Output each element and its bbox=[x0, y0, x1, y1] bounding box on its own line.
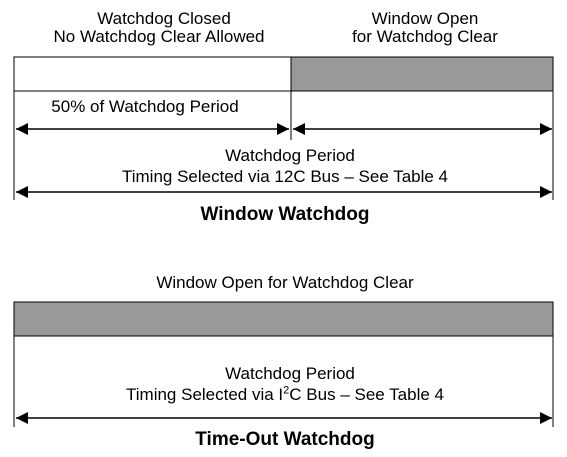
window-closed-label-line1: Watchdog Closed bbox=[97, 9, 231, 28]
window-open-label-line2: for Watchdog Clear bbox=[352, 27, 498, 46]
timeout-open-label: Window Open for Watchdog Clear bbox=[156, 273, 414, 292]
window-closed-label-line2: No Watchdog Clear Allowed bbox=[53, 27, 265, 46]
window-open-region bbox=[291, 57, 553, 91]
timeout-open-region bbox=[14, 302, 553, 336]
window-period-label-line1: Watchdog Period bbox=[225, 146, 355, 165]
window-watchdog-title: Window Watchdog bbox=[200, 204, 370, 225]
timeout-period-superscript: 2 bbox=[283, 384, 290, 397]
timeout-watchdog-title: Time-Out Watchdog bbox=[195, 429, 375, 450]
half-period-label: 50% of Watchdog Period bbox=[51, 97, 239, 116]
window-closed-region bbox=[14, 57, 291, 91]
window-period-label-line2: Timing Selected via 12C Bus – See Table 4 bbox=[121, 167, 449, 186]
window-open-label-line1: Window Open bbox=[371, 9, 479, 28]
timeout-period-prefix: Timing Selected via I bbox=[126, 385, 284, 404]
timeout-period-suffix: C Bus – See Table 4 bbox=[289, 385, 444, 404]
timeout-period-label-line1: Watchdog Period bbox=[225, 364, 355, 383]
